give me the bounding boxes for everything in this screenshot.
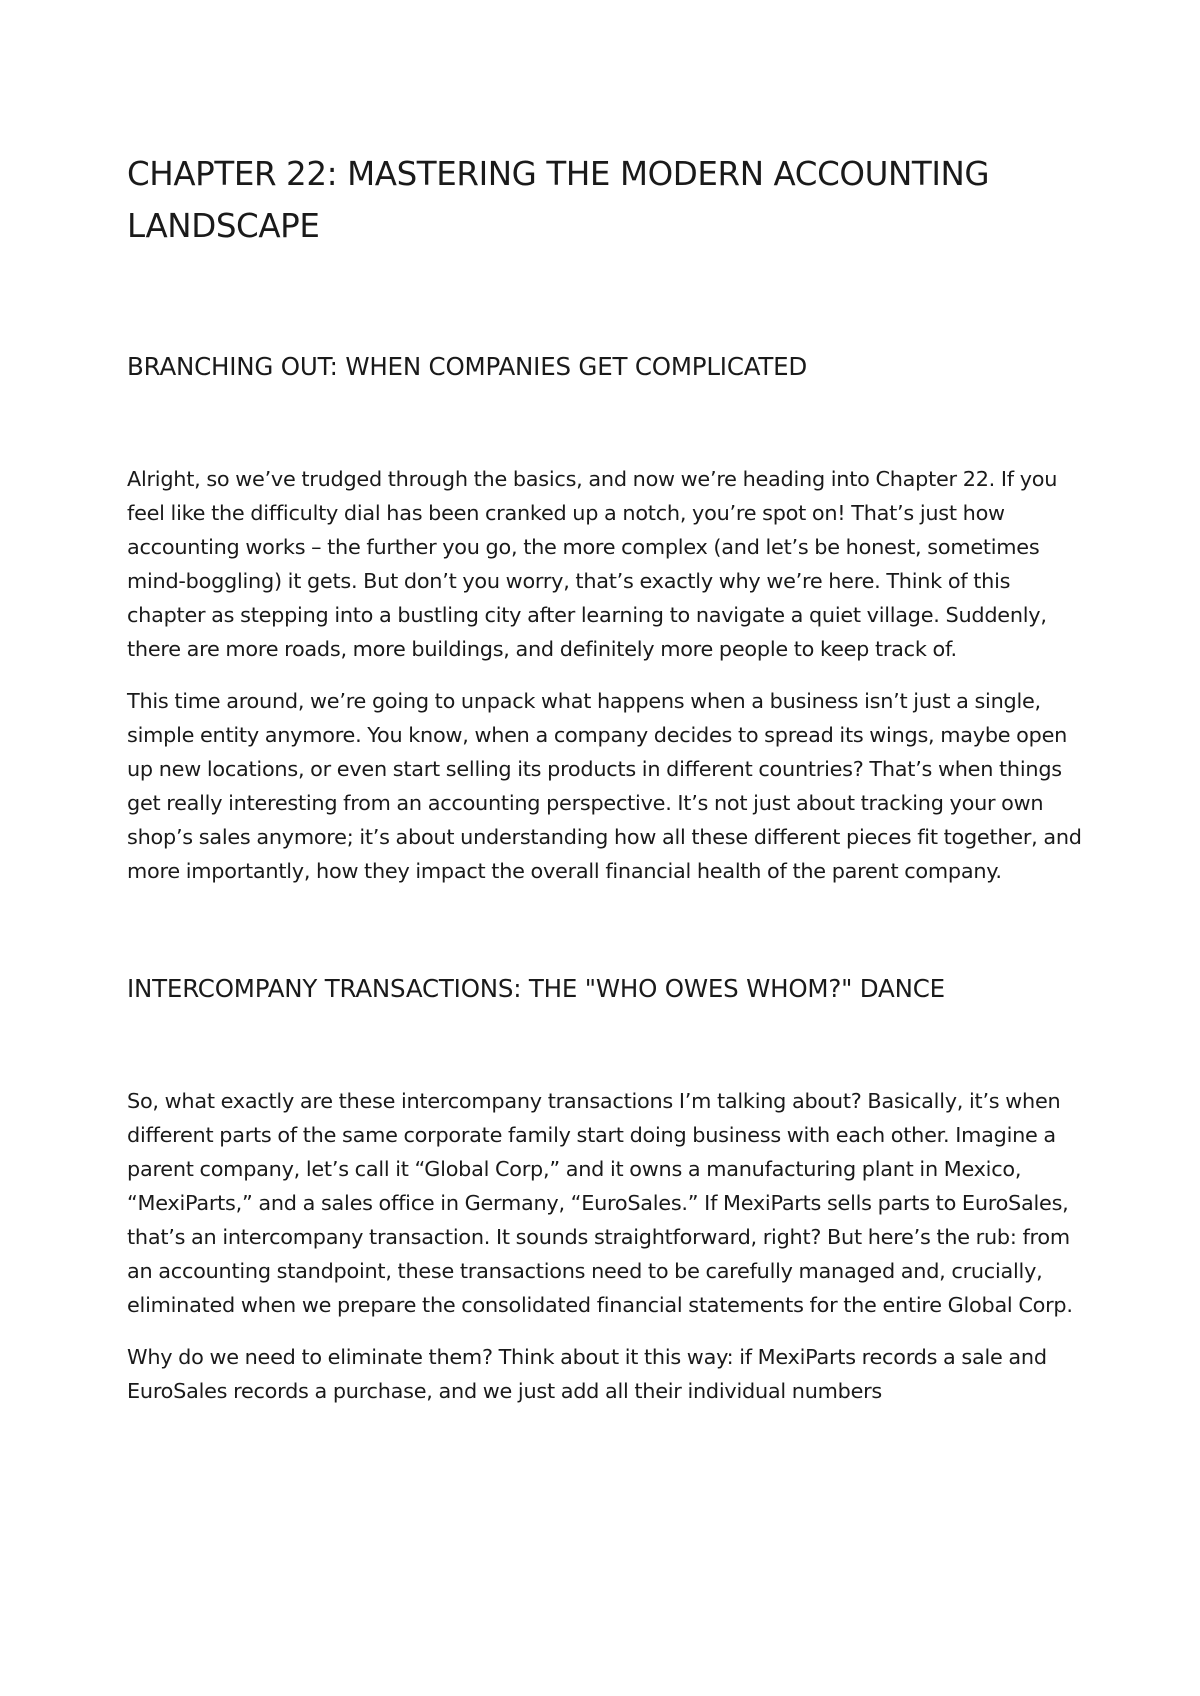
paragraph-single-entity: This time around, we’re going to unpack what happens when a business isn’t just a single, simple entity anymore. You know, when a company decides to spread its wings, maybe open up new locations, or even start selling its products in different countries? That’s when things get really interesting from an accounting perspective. It’s not just about tracking your own shop’s sales anymore; it’s about understanding how all these different pieces fit together, and more importantly, how they impact the overall financial health of the parent company.: [127, 689, 1082, 883]
chapter-title: CHAPTER 22: MASTERING THE MODERN ACCOUNTING LANDSCAPE: [127, 155, 990, 245]
paragraph-intro: Alright, so we’ve trudged through the basics, and now we’re heading into Chapter 22. If you feel like the difficulty dial has been cranked up a notch, you’re spot on! That’s just how accounting works – the further you go, the more complex (and let’s be honest, sometimes mind-boggling) it gets. But don’t you worry, that’s exactly why we’re here. Think of this chapter as stepping into a bustling city after learning to navigate a quiet village. Suddenly, there are more roads, more buildings, and definitely more people to keep track of.: [127, 467, 1058, 661]
paragraph-intercompany-definition: So, what exactly are these intercompany transactions I’m talking about? Basically, it’s when different parts of the same corporate family start doing business with each other. Imagine a parent company, let’s call it “Global Corp,” and it owns a manufacturing plant in Mexico, “MexiParts,” and a sales office in Germany, “EuroSales.” If MexiParts sells parts to EuroSales, that’s an intercompany transaction. It sounds straightforward, right? But here’s the rub: from an accounting standpoint, these transactions need to be carefully managed and, crucially, eliminated when we prepare the consolidated financial statements for the entire Global Corp.: [127, 1089, 1073, 1317]
document-page: [127, 148, 1087, 1408]
paragraph-why-eliminate: Why do we need to eliminate them? Think about it this way: if MexiParts records a sale and EuroSales records a purchase, and we just add all their individual numbers: [127, 1345, 1047, 1403]
section-heading-branching-out: BRANCHING OUT: WHEN COMPANIES GET COMPLICATED: [127, 352, 808, 381]
section-heading-intercompany: INTERCOMPANY TRANSACTIONS: THE "WHO OWES WHOM?" DANCE: [127, 974, 945, 1003]
